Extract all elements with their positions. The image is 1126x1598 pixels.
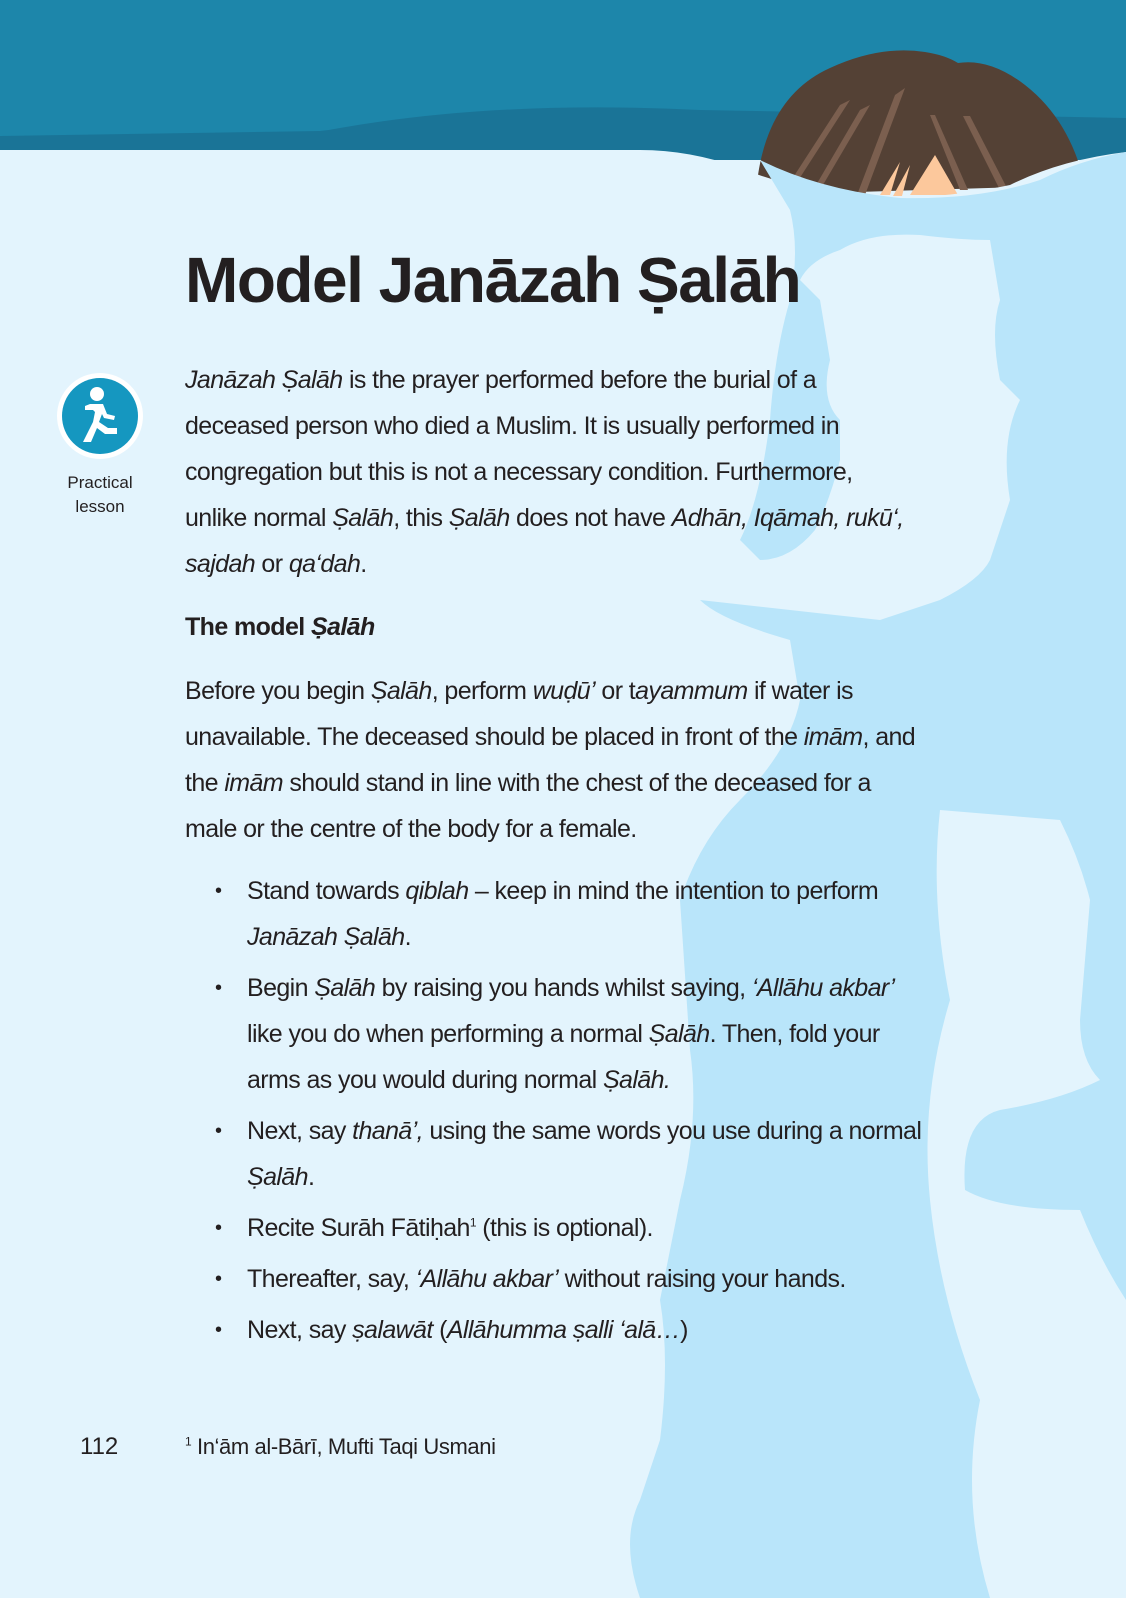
text-run: does not have xyxy=(509,504,672,532)
text-run: like you do when performing a normal xyxy=(247,1020,649,1048)
italic-term: Ṣalāh xyxy=(648,1020,710,1048)
text-run: – keep in mind the intention to perform xyxy=(468,877,879,905)
text-run: is the prayer performed before the burial of a deceased person who died a Muslim. It is usually performed in congregation but this is not a necessary condition. Furthermore, unlike normal xyxy=(185,366,853,532)
bullet-icon: • xyxy=(215,1217,222,1239)
italic-term: qiblah xyxy=(405,877,469,905)
italic-term: Ṣalāh xyxy=(247,1163,308,1191)
italic-term: Ṣalāh xyxy=(314,974,376,1002)
intro-paragraph xyxy=(185,357,915,587)
text-run: Stand towards xyxy=(247,877,406,905)
italic-term: Allāhumma ṣalli ‘alā… xyxy=(446,1316,681,1344)
italic-term: wuḍū’ xyxy=(532,677,596,705)
list-item xyxy=(215,965,935,1103)
bullet-icon: • xyxy=(215,1319,222,1341)
bullet-icon: • xyxy=(215,1120,222,1142)
practical-lesson-badge xyxy=(50,373,150,519)
text-run: without raising your hands. xyxy=(558,1265,846,1293)
text-run: . xyxy=(307,1163,315,1191)
italic-term: Ṣalāh xyxy=(448,504,510,532)
text-run: , perform xyxy=(431,677,533,705)
running-person-icon xyxy=(57,373,143,459)
bullet-icon: • xyxy=(215,1268,222,1290)
italic-term: Ṣalāh xyxy=(310,613,375,641)
italic-term: ṣalawāt xyxy=(352,1316,433,1344)
steps-list xyxy=(215,868,935,1358)
italic-term: Janāzah Ṣalāh xyxy=(185,366,343,394)
list-item xyxy=(215,1307,935,1353)
bullet-icon: • xyxy=(215,880,222,902)
text-run: or t xyxy=(595,677,636,705)
text-run: by raising you hands whilst saying, xyxy=(375,974,752,1002)
section-heading xyxy=(185,610,375,644)
footnote-marker: 1 xyxy=(185,1434,192,1449)
text-run: In‘ām al-Bārī, Mufti Taqi Usmani xyxy=(191,1434,496,1459)
text-run: lesson xyxy=(75,497,125,516)
italic-term: Ṣalāh xyxy=(332,504,394,532)
text-run: . xyxy=(404,923,411,951)
text-run: Before you begin xyxy=(185,677,371,705)
italic-term: imām xyxy=(224,769,284,797)
text-run: . xyxy=(360,550,367,578)
text-run: Thereafter, say, xyxy=(247,1265,416,1293)
list-item xyxy=(215,1108,935,1200)
text-run: or xyxy=(255,550,289,578)
bullet-icon: • xyxy=(215,977,222,999)
text-run: should stand in line with the chest of the deceased for a male or the centre of the body for a female. xyxy=(185,769,871,843)
lesson-label xyxy=(50,471,150,519)
italic-term: Janāzah Ṣalāh xyxy=(247,923,405,951)
text-run: (this is optional). xyxy=(475,1214,653,1242)
text-run: if water is unavailable. The deceased should be placed in front of the xyxy=(185,677,853,751)
text-run: using the same words you use during a normal xyxy=(423,1117,922,1145)
italic-term: qa‘dah xyxy=(288,550,361,578)
list-item xyxy=(215,1256,935,1302)
list-item xyxy=(215,1205,935,1251)
italic-term: imām xyxy=(803,723,863,751)
text-run: Next, say xyxy=(247,1117,353,1145)
italic-term: ayammum xyxy=(635,677,748,705)
text-run: , this xyxy=(393,504,449,532)
text-run: ( xyxy=(432,1316,447,1344)
italic-term: thanā’, xyxy=(352,1117,424,1145)
text-run: Practical xyxy=(67,473,133,492)
text-run: Next, say xyxy=(247,1316,353,1344)
italic-term: Ṣalāh xyxy=(370,677,432,705)
italic-term: ‘Allāhu akbar’ xyxy=(415,1265,559,1293)
text-run: Recite Surāh Fātiḥah xyxy=(247,1214,470,1242)
instructions-paragraph xyxy=(185,668,925,852)
italic-term: Ṣalāh. xyxy=(602,1066,671,1094)
italic-term: ‘Allāhu akbar’ xyxy=(751,974,895,1002)
list-item xyxy=(215,868,935,960)
text-run: . Then, fold your arms as you would during normal xyxy=(247,1020,880,1094)
text-run: ) xyxy=(680,1316,688,1344)
italic-term: Adhān, Iqāmah, rukū‘, sajdah xyxy=(185,504,904,578)
footnote xyxy=(185,1432,496,1462)
page-number: 112 xyxy=(80,1433,119,1460)
text-run: The model xyxy=(185,613,311,641)
footnote-reference[interactable]: 1 xyxy=(469,1215,476,1230)
page-title: Model Janāzah Ṣalāh xyxy=(185,244,801,316)
text-run: Begin xyxy=(247,974,315,1002)
text-run: , and the xyxy=(185,723,916,797)
